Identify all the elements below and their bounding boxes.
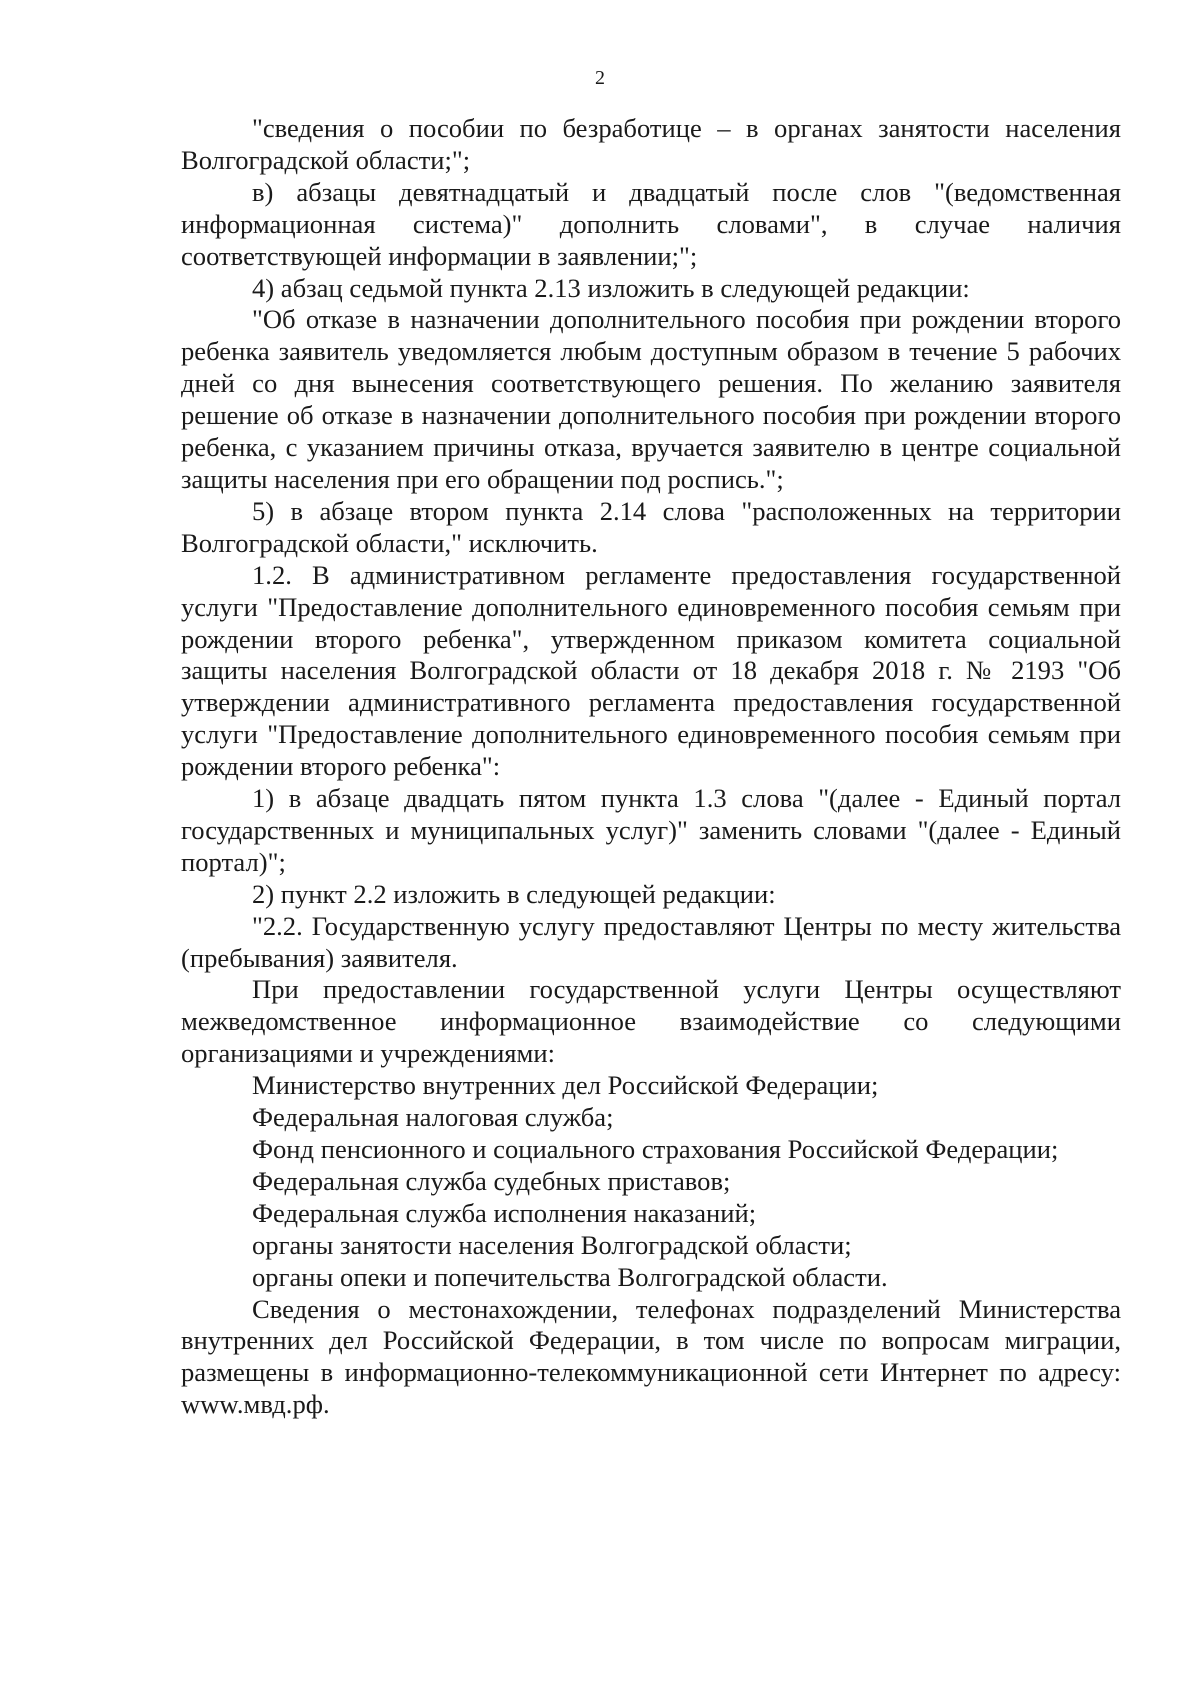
paragraph: 4) абзац седьмой пункта 2.13 изложить в следующей редакции: [252, 272, 970, 303]
paragraph: "Об отказе в назначении дополнительного пособия при рождении второго ребенка заявитель уведомляется любым доступным образом в течение 5 рабочих дней со дня вынесения соответствующего решения. По желанию заявителя решение об отказе в назначении дополнительного пособия при рождении второго ребенка, с указанием причины отказа, вручается заявителю в центре социальной защиты населения при его обращении под роспись."; [181, 304, 1121, 494]
list-item: органы занятости населения Волгоградской области; [252, 1229, 852, 1260]
paragraph: 2) пункт 2.2 изложить в следующей редакции: [252, 878, 776, 909]
paragraph: в) абзацы девятнадцатый и двадцатый после слов "(ведомственная информационная система)" дополнить словами", в случае наличия соответствующей информации в заявлении;"; [181, 176, 1121, 271]
list-item: Федеральная служба судебных приставов; [252, 1165, 731, 1196]
paragraph: При предоставлении государственной услуги Центры осуществляют межведомственное информационное взаимодействие со следующими организациями и учреждениями: [181, 974, 1121, 1069]
document-body [181, 113, 1121, 1421]
paragraph: "2.2. Государственную услугу предоставляют Центры по месту жительства (пребывания) заявителя. [181, 910, 1121, 973]
list-item: Министерство внутренних дел Российской Федерации; [252, 1070, 879, 1101]
list-item: Федеральная налоговая служба; [252, 1102, 614, 1133]
list-item: Фонд пенсионного и социального страхования Российской Федерации; [252, 1134, 1059, 1164]
paragraph: 5) в абзаце втором пункта 2.14 слова "расположенных на территории Волгоградской области," исключить. [181, 495, 1121, 558]
paragraph: Сведения о местонахождении, телефонах подразделений Министерства внутренних дел Российской Федерации, в том числе по вопросам миграции, размещены в информационно-телекоммуникационной сети Интернет по адресу: www.мвд.рф. [181, 1293, 1121, 1420]
list-item: Федеральная служба исполнения наказаний; [252, 1197, 757, 1228]
paragraph: 1) в абзаце двадцать пятом пункта 1.3 слова "(далее - Единый портал государственных и муниципальных услуг)" заменить словами "(далее - Единый портал)"; [181, 783, 1121, 877]
paragraph: 1.2. В административном регламенте предоставления государственной услуги "Предоставление дополнительного единовременного пособия семьям при рождении второго ребенка", утвержденном приказом комитета социальной защиты населения Волгоградской области от 18 декабря 2018 г. № 2193 "Об утверждении административного регламента предоставления государственной услуги "Предоставление дополнительного единовременного пособия семьям при рождении второго ребенка": [181, 559, 1121, 782]
list-item: органы опеки и попечительства Волгоградской области. [252, 1261, 888, 1292]
page-number: 2 [595, 67, 605, 89]
paragraph: "сведения о пособии по безработице – в органах занятости населения Волгоградской области;"; [181, 113, 1121, 175]
